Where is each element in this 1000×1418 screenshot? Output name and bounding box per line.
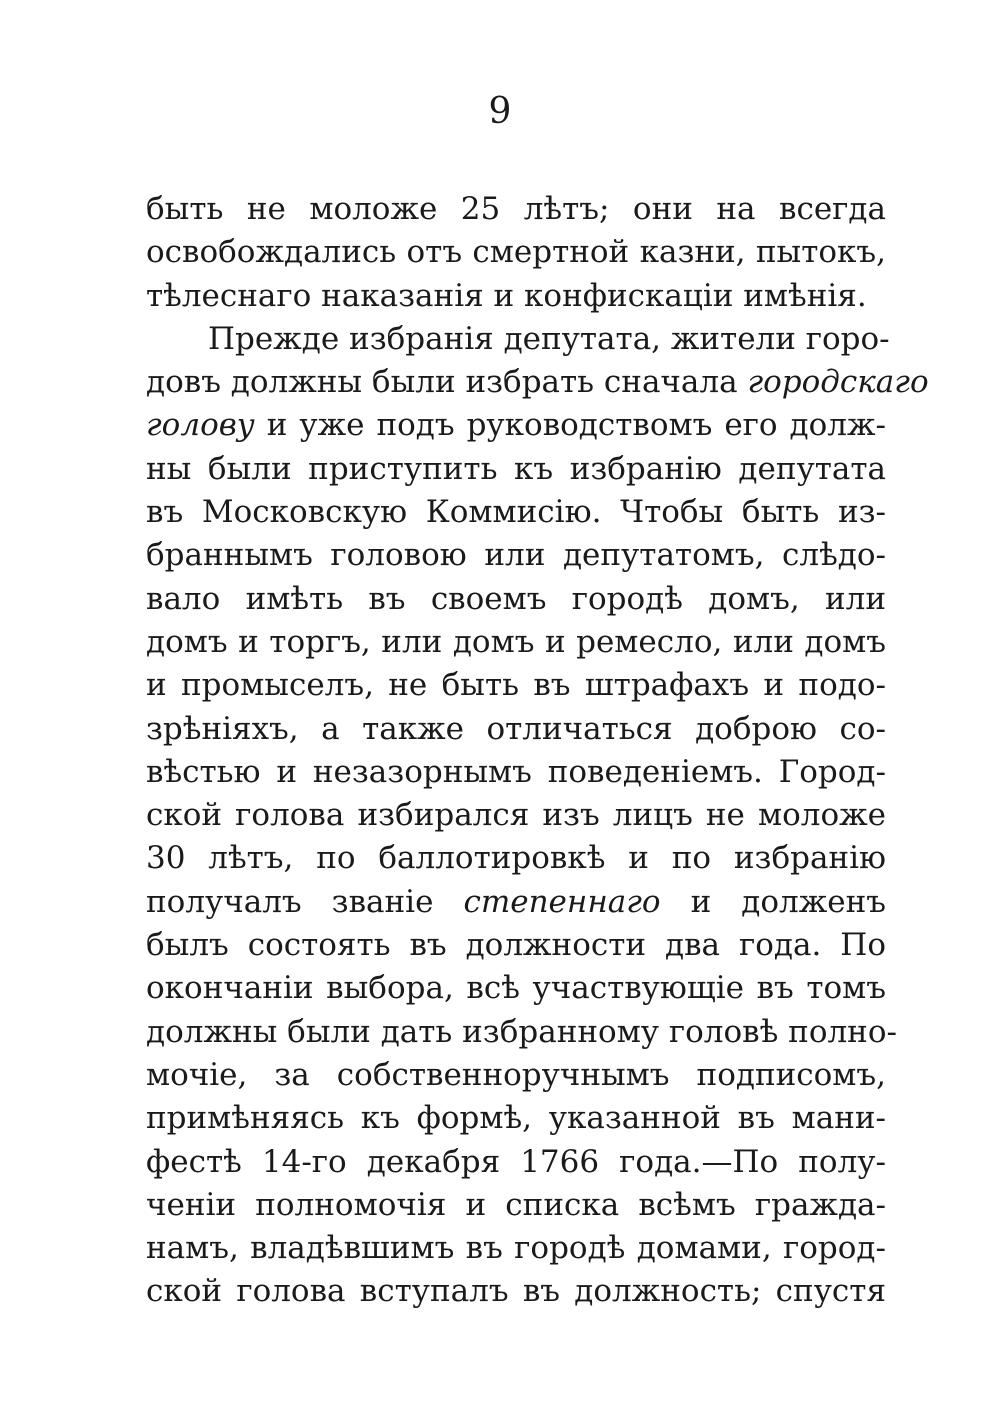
text-line: Прежде избранія депутата, жители горо- [208, 320, 890, 357]
text-line: мочіе, за собственноручнымъ подписомъ, [146, 1056, 886, 1093]
text-line: освобождались отъ смертной казни, пытокъ, [146, 234, 886, 271]
text-line: браннымъ головою или депутатомъ, слѣдо- [146, 537, 886, 574]
text-run: и уже подъ руководствомъ его долж- [266, 407, 886, 444]
text-line: зрѣніяхъ, а также отличаться доброю со- [146, 710, 886, 747]
text-run: получалъ званіе [146, 883, 434, 920]
text-line: былъ состоять въ должности два года. По [146, 927, 886, 964]
text-run: довъ должны были избрать сначала [146, 364, 738, 401]
text-line: окончаніи выбора, всѣ участвующіе въ томъ [146, 970, 886, 1007]
text-run: и долженъ [690, 883, 886, 920]
text-line: домъ и торгъ, или домъ и ремесло, или домъ [146, 623, 886, 660]
text-line: должны были дать избранному головѣ полно- [146, 1013, 897, 1050]
text-line [146, 881, 886, 924]
italic-term: голову [146, 407, 255, 444]
text-line: 30 лѣтъ, по баллотировкѣ и по избранію [146, 840, 886, 877]
text-line: и промыселъ, не быть въ штрафахъ и подо- [146, 667, 886, 704]
text-line: ны были приступить къ избранію депутата [146, 450, 886, 487]
text-line: въ Московскую Коммисію. Чтобы быть из- [146, 494, 886, 531]
italic-term: городскаго [747, 364, 929, 401]
text-line: быть не моложе 25 лѣтъ; они на всегда [146, 191, 886, 227]
italic-term: степеннаго [463, 883, 661, 920]
text-line: фестѣ 14-го декабря 1766 года.—По полу- [146, 1143, 886, 1180]
text-line: ской голова избирался изъ лицъ не моложе [146, 797, 886, 834]
body-text [146, 188, 929, 1314]
text-line [146, 404, 886, 447]
text-line: примѣняясь къ формѣ, указанной въ мани- [146, 1100, 886, 1137]
text-line: ченіи полномочія и списка всѣмъ гражда- [146, 1186, 886, 1223]
text-line [146, 361, 929, 404]
text-line: вѣстью и незазорнымъ поведеніемъ. Город- [146, 753, 886, 790]
text-line: вало имѣть въ своемъ городѣ домъ, или [146, 580, 886, 617]
text-line: ской голова вступалъ въ должность; спустя [146, 1273, 886, 1310]
text-line: намъ, владѣвшимъ въ городѣ домами, город- [146, 1230, 886, 1267]
text-line: тѣлеснаго наказанія и конфискаціи имѣнія. [146, 277, 867, 314]
page-number: 9 [488, 91, 512, 132]
